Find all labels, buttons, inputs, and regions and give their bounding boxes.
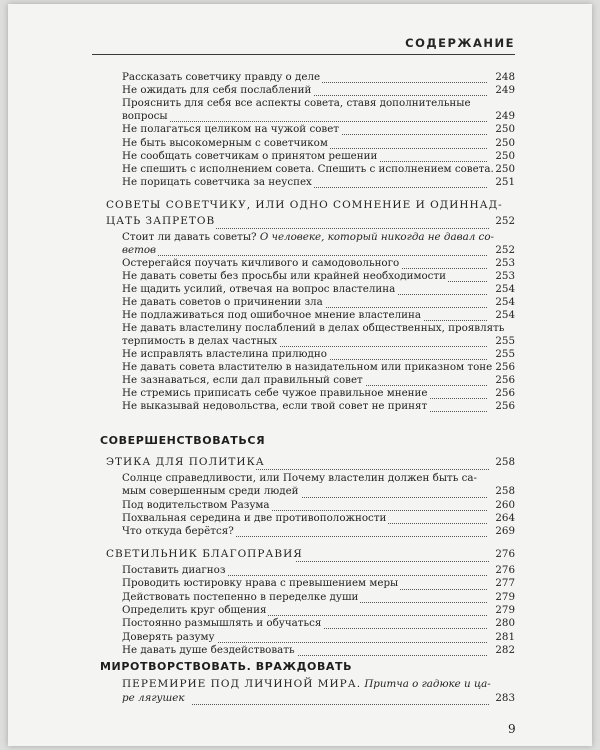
entry-title: Не давать совета властителю в назидательном или приказном тоне (122, 361, 493, 373)
entry-title (122, 322, 506, 335)
page-ref: 281 (495, 630, 515, 643)
toc-entry (122, 564, 515, 577)
page-ref: 282 (495, 643, 515, 656)
entry-title: Не спешить с исполнением совета. Спешить с исполнением совета. (122, 162, 494, 175)
page-ref: 254 (495, 283, 515, 295)
toc-entry (122, 604, 515, 617)
leader-dots (122, 121, 487, 122)
page-ref: 260 (495, 498, 515, 511)
toc-entry (122, 485, 515, 498)
entry-title: терпимость в делах частных (122, 335, 278, 347)
page-ref: 252 (495, 244, 515, 256)
toc-entry (122, 525, 515, 538)
toc-entry (122, 283, 515, 296)
page-ref: 253 (495, 270, 515, 282)
section-title: СОВЕРШЕНСТВОВАТЬСЯ (100, 434, 266, 447)
toc-subsection (122, 692, 515, 706)
section-title: МИРОТВОРСТВОВАТЬ. ВРАЖДОВАТЬ (100, 660, 353, 673)
page-ref: 276 (495, 548, 515, 560)
entry-title: Постоянно размышлять и обучаться (122, 617, 322, 630)
entry-title-italic: О человеке, который никогда не давал со- (259, 231, 494, 243)
entry-title: Не щадить усилий, отвечая на вопрос властелина (122, 283, 396, 295)
running-head: СОДЕРЖАНИЕ (405, 36, 515, 50)
toc-subsection (106, 215, 515, 230)
page-ref: 256 (495, 400, 515, 412)
entry-title: Под водительством Разума (122, 498, 270, 511)
entry-title: Доверять разуму (122, 630, 215, 643)
toc-subsection (100, 200, 515, 215)
entry-title: Поставить диагноз (122, 564, 226, 576)
toc-entry-line (122, 322, 515, 335)
entry-title: Не давать советы без просьбы или крайней необходимости (122, 270, 446, 282)
toc-entry (122, 348, 515, 361)
entry-title: ветов (122, 244, 157, 256)
page-ref: 256 (495, 361, 515, 373)
toc-entry (122, 84, 515, 97)
subsection-title (122, 678, 493, 691)
entry-title: Определить круг общения (122, 603, 267, 616)
entry-title: Не давать советов о причинении зла (122, 296, 323, 308)
subsection-caps: ПЕРЕМИРИЕ ПОД ЛИЧИНОЙ МИРА. (122, 678, 362, 690)
toc-entry (122, 591, 515, 604)
toc-entry (122, 296, 515, 309)
page-ref: 280 (495, 617, 515, 630)
toc-entry (122, 309, 515, 322)
subsection-italic: ре лягушек (122, 692, 185, 704)
entry-title: Не давать душе бездействовать (122, 643, 295, 656)
page-ref: 279 (495, 590, 515, 603)
page-ref: 283 (495, 692, 515, 704)
toc-entry-line (122, 97, 515, 110)
subsection-italic: Притча о гадюке и ца- (364, 678, 491, 690)
page-ref: 251 (495, 175, 515, 188)
subsection-title: ЦАТЬ ЗАПРЕТОВ (106, 215, 216, 227)
toc-entry (122, 617, 515, 630)
page-ref: 250 (495, 123, 515, 136)
toc-entry (122, 123, 515, 136)
page-ref: 255 (495, 335, 515, 347)
toc-entry (122, 335, 515, 348)
leader-dots (256, 469, 489, 470)
entry-title: Остерегайся поучать кичливого и самодовольного (122, 257, 400, 269)
toc-entry (122, 361, 515, 374)
entry-title: Не быть высокомерным с советчиком (122, 136, 328, 149)
toc-entry-line (122, 231, 515, 244)
page-ref: 250 (495, 149, 515, 162)
page-ref: 248 (495, 71, 515, 83)
page-number: 9 (508, 722, 516, 736)
leader-dots (216, 228, 489, 229)
toc-entry (122, 374, 515, 387)
entry-title: Не порицать советчика за неуспех (122, 175, 312, 188)
entry-title: Не исправлять властелина прилюдно (122, 348, 327, 360)
page-ref: 250 (495, 136, 515, 149)
entry-title: мым совершенным среди людей (122, 485, 299, 498)
entry-title: Похвальная середина и две противоположности (122, 511, 387, 524)
toc-entry (122, 387, 515, 400)
page-ref: 253 (495, 257, 515, 269)
leader-dots (122, 255, 487, 256)
entry-title: Не зазнаваться, если дал правильный совет (122, 374, 363, 386)
entry-title (122, 472, 479, 485)
page-ref: 269 (495, 525, 515, 538)
page-ref: 254 (495, 296, 515, 308)
toc-entry (122, 150, 515, 163)
entry-title-part: Стоит ли давать советы? (122, 231, 257, 243)
page-ref: 255 (495, 348, 515, 360)
page-ref: 252 (495, 215, 515, 227)
toc-entry (122, 244, 515, 257)
toc-entry-line (122, 472, 515, 485)
page-ref: 276 (495, 564, 515, 576)
entry-title: Не подлаживаться под ошибочное мнение властелина (122, 309, 421, 321)
toc-subsection (122, 678, 515, 692)
entry-title-part: Солнце справедливости, или Почему властелин должен быть са- (122, 472, 478, 484)
toc-entry (122, 512, 515, 525)
page-ref: 258 (495, 456, 515, 468)
page-ref: 279 (495, 603, 515, 616)
toc-entry (122, 257, 515, 270)
toc-entry (122, 71, 515, 84)
entry-title: Что откуда берётся? (122, 525, 234, 538)
toc-entry (122, 577, 515, 590)
page-ref: 258 (495, 485, 515, 498)
toc-entry (122, 176, 515, 189)
entry-title: Не ожидать для себя послаблений (122, 84, 312, 97)
entry-title-part: Не давать властелину послаблений в делах общественных, проявлять (122, 322, 505, 334)
entry-title (122, 231, 496, 244)
leader-dots (192, 704, 489, 705)
entry-title: Не сообщать советчикам о принятом решении (122, 149, 378, 162)
toc-entry (122, 644, 515, 657)
toc-entry (122, 270, 515, 283)
page-ref: 249 (495, 84, 515, 97)
subsection-title: СВЕТИЛЬНИК БЛАГОПРАВИЯ (106, 548, 303, 560)
toc-entry (122, 499, 515, 512)
toc-subsection (106, 456, 515, 471)
subsection-title: ЭТИКА ДЛЯ ПОЛИТИКА (106, 456, 265, 468)
entry-title: Не полагаться целиком на чужой совет (122, 123, 339, 136)
page-ref: 256 (495, 387, 515, 399)
entry-title: Не выказывай недовольства, если твой совет не принят (122, 400, 428, 412)
toc-entry (122, 163, 515, 176)
page-ref: 264 (495, 511, 515, 524)
entry-title-part: Прояснить для себя все аспекты совета, ставя дополнительные (122, 97, 471, 110)
entry-title: Рассказать советчику правду о деле (122, 71, 321, 83)
toc-entry (122, 110, 515, 123)
toc-entry (122, 137, 515, 150)
subsection-title: СОВЕТЫ СОВЕТЧИКУ, ИЛИ ОДНО СОМНЕНИЕ И ОДИННАД- (106, 199, 503, 211)
leader-dots (296, 561, 489, 562)
page-ref: 277 (495, 577, 515, 590)
page-ref: 256 (495, 374, 515, 386)
page-ref: 249 (495, 110, 515, 123)
entry-title (122, 97, 473, 110)
entry-title: вопросы (122, 110, 168, 123)
page-ref: 254 (495, 309, 515, 321)
entry-title: Не стремись приписать себе чужое правильное мнение (122, 387, 428, 399)
entry-title: Действовать постепенно в переделке души (122, 590, 359, 603)
toc-subsection (106, 548, 515, 563)
toc-entry (122, 631, 515, 644)
page-ref: 250 (495, 162, 515, 175)
toc-entry (122, 400, 515, 413)
entry-title: Проводить юстировку нрава с превышением меры (122, 577, 399, 590)
